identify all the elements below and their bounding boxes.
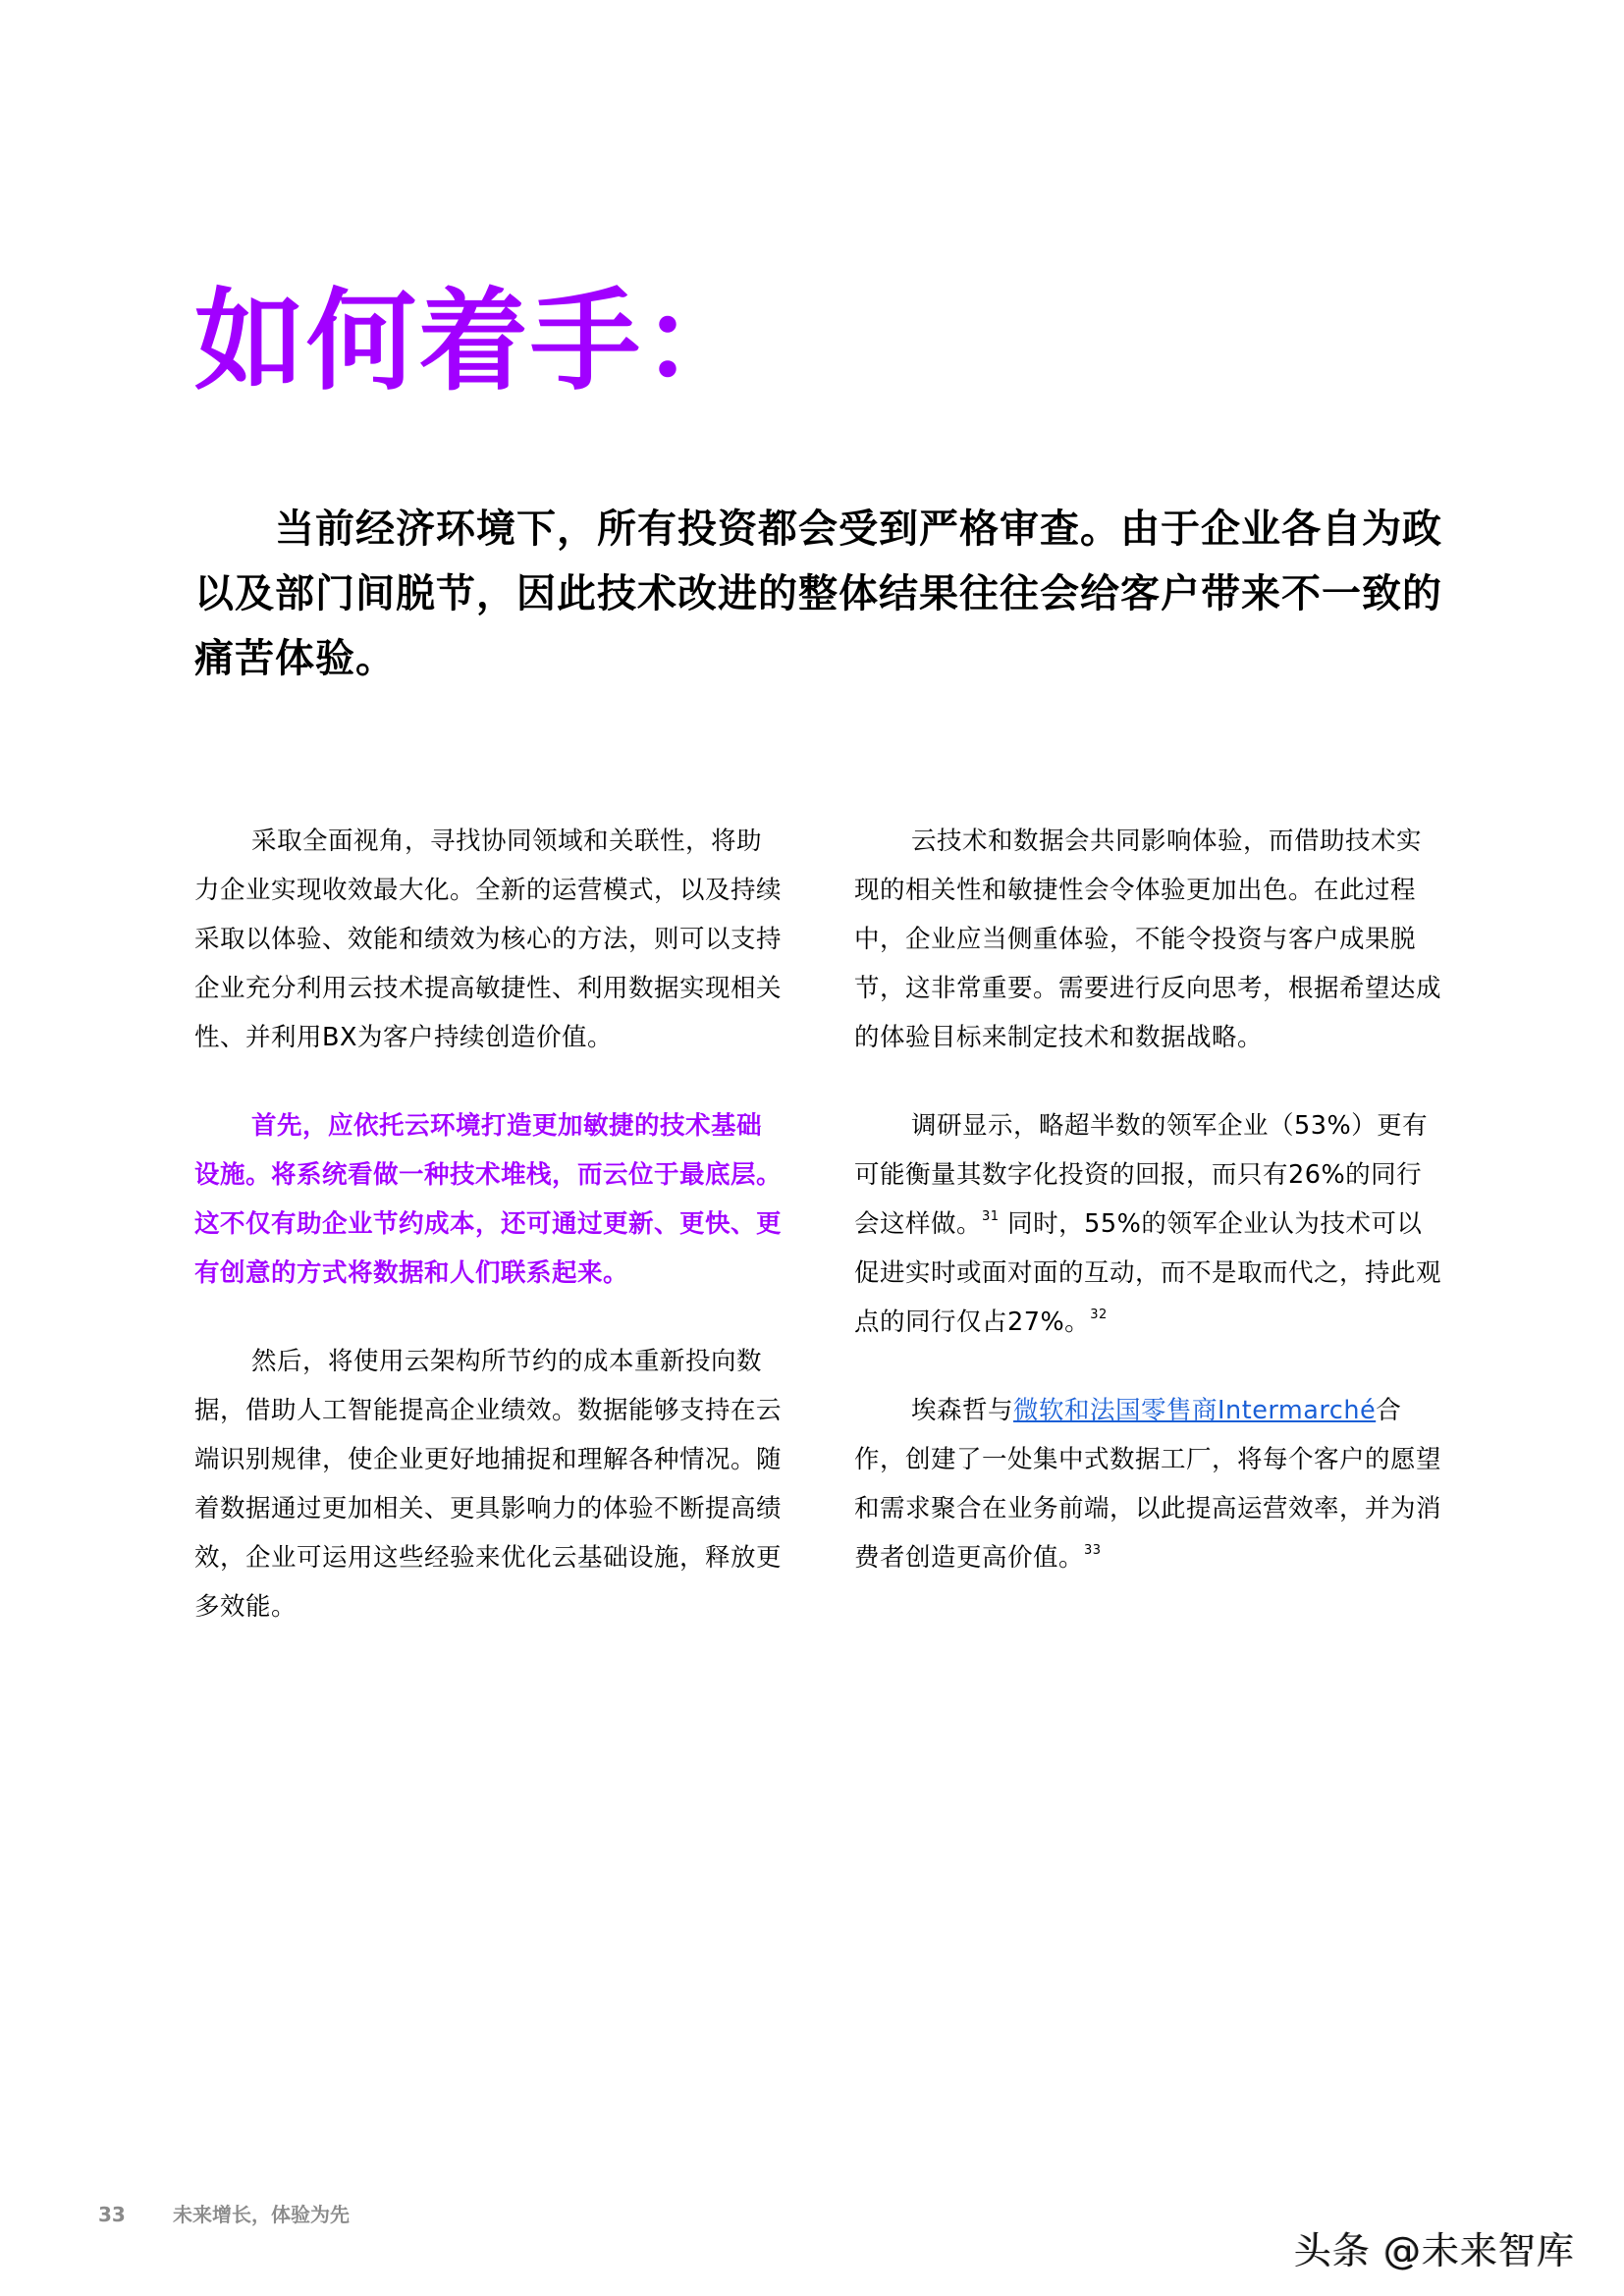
footnote-ref[interactable]: 32: [1090, 1308, 1108, 1322]
watermark: 头条 @未来智库: [1294, 2229, 1576, 2272]
left-column: [194, 817, 785, 1671]
page-footer: [98, 2199, 350, 2227]
page-number: 33: [98, 2203, 126, 2226]
lead-paragraph: 当前经济环境下，所有投资都会受到严格审查。由于企业各自为政以及部门间脱节，因此技术改进的整体结果往往会给客户带来不一致的痛苦体验。: [194, 507, 1442, 681]
case-suffix: 合作，创建了一处集中式数据工厂，将每个客户的愿望和需求聚合在业务前端，以此提高运营效率，并为消费者创造更高价值。: [854, 1396, 1442, 1573]
footnote-ref[interactable]: 33: [1084, 1543, 1102, 1558]
highlight-paragraph: 首先，应依托云环境打造更加敏捷的技术基础设施。将系统看做一种技术堆栈，而云位于最底层。这不仅有助企业节约成本，还可通过更新、更快、更有创意的方式将数据和人们联系起来。: [194, 1111, 783, 1288]
footer-section-title: 未来增长，体验为先: [173, 2203, 350, 2226]
survey-paragraph: [854, 1101, 1445, 1347]
case-paragraph: [854, 1386, 1445, 1582]
page-title: 如何着手：: [194, 278, 754, 405]
right-column: [854, 817, 1445, 1622]
body-paragraph: 采取全面视角，寻找协同领域和关联性，将助力企业实现收效最大化。全新的运营模式，以及持续采取以体验、效能和绩效为核心的方法，则可以支持企业充分利用云技术提高敏捷性、利用数据实现相关性、并利用BX为客户持续创造价值。: [194, 827, 783, 1052]
intermarche-link[interactable]: 微软和法国零售商Intermarché: [1013, 1396, 1377, 1425]
body-paragraph: 云技术和数据会共同影响体验，而借助技术实现的相关性和敏捷性会令体验更加出色。在此过程中，企业应当侧重体验，不能令投资与客户成果脱节，这非常重要。需要进行反向思考，根据希望达成的体验目标来制定技术和数据战略。: [854, 827, 1442, 1052]
footnote-ref[interactable]: 31: [982, 1209, 1000, 1224]
case-prefix: 埃森哲与: [911, 1396, 1014, 1425]
survey-text-b: 同时，55%的领军企业认为技术可以促进实时或面对面的互动，而不是取而代之，持此观点的同行仅占27%。: [854, 1209, 1442, 1337]
survey-text-a: 调研显示，略超半数的领军企业（53%）更有可能衡量其数字化投资的回报，而只有26%的同行会这样做。: [854, 1111, 1429, 1239]
body-paragraph: 然后，将使用云架构所节约的成本重新投向数据，借助人工智能提高企业绩效。数据能够支持在云端识别规律，使企业更好地捕捉和理解各种情况。随着数据通过更加相关、更具影响力的体验不断提高绩效，企业可运用这些经验来优化云基础设施，释放更多效能。: [194, 1347, 783, 1622]
